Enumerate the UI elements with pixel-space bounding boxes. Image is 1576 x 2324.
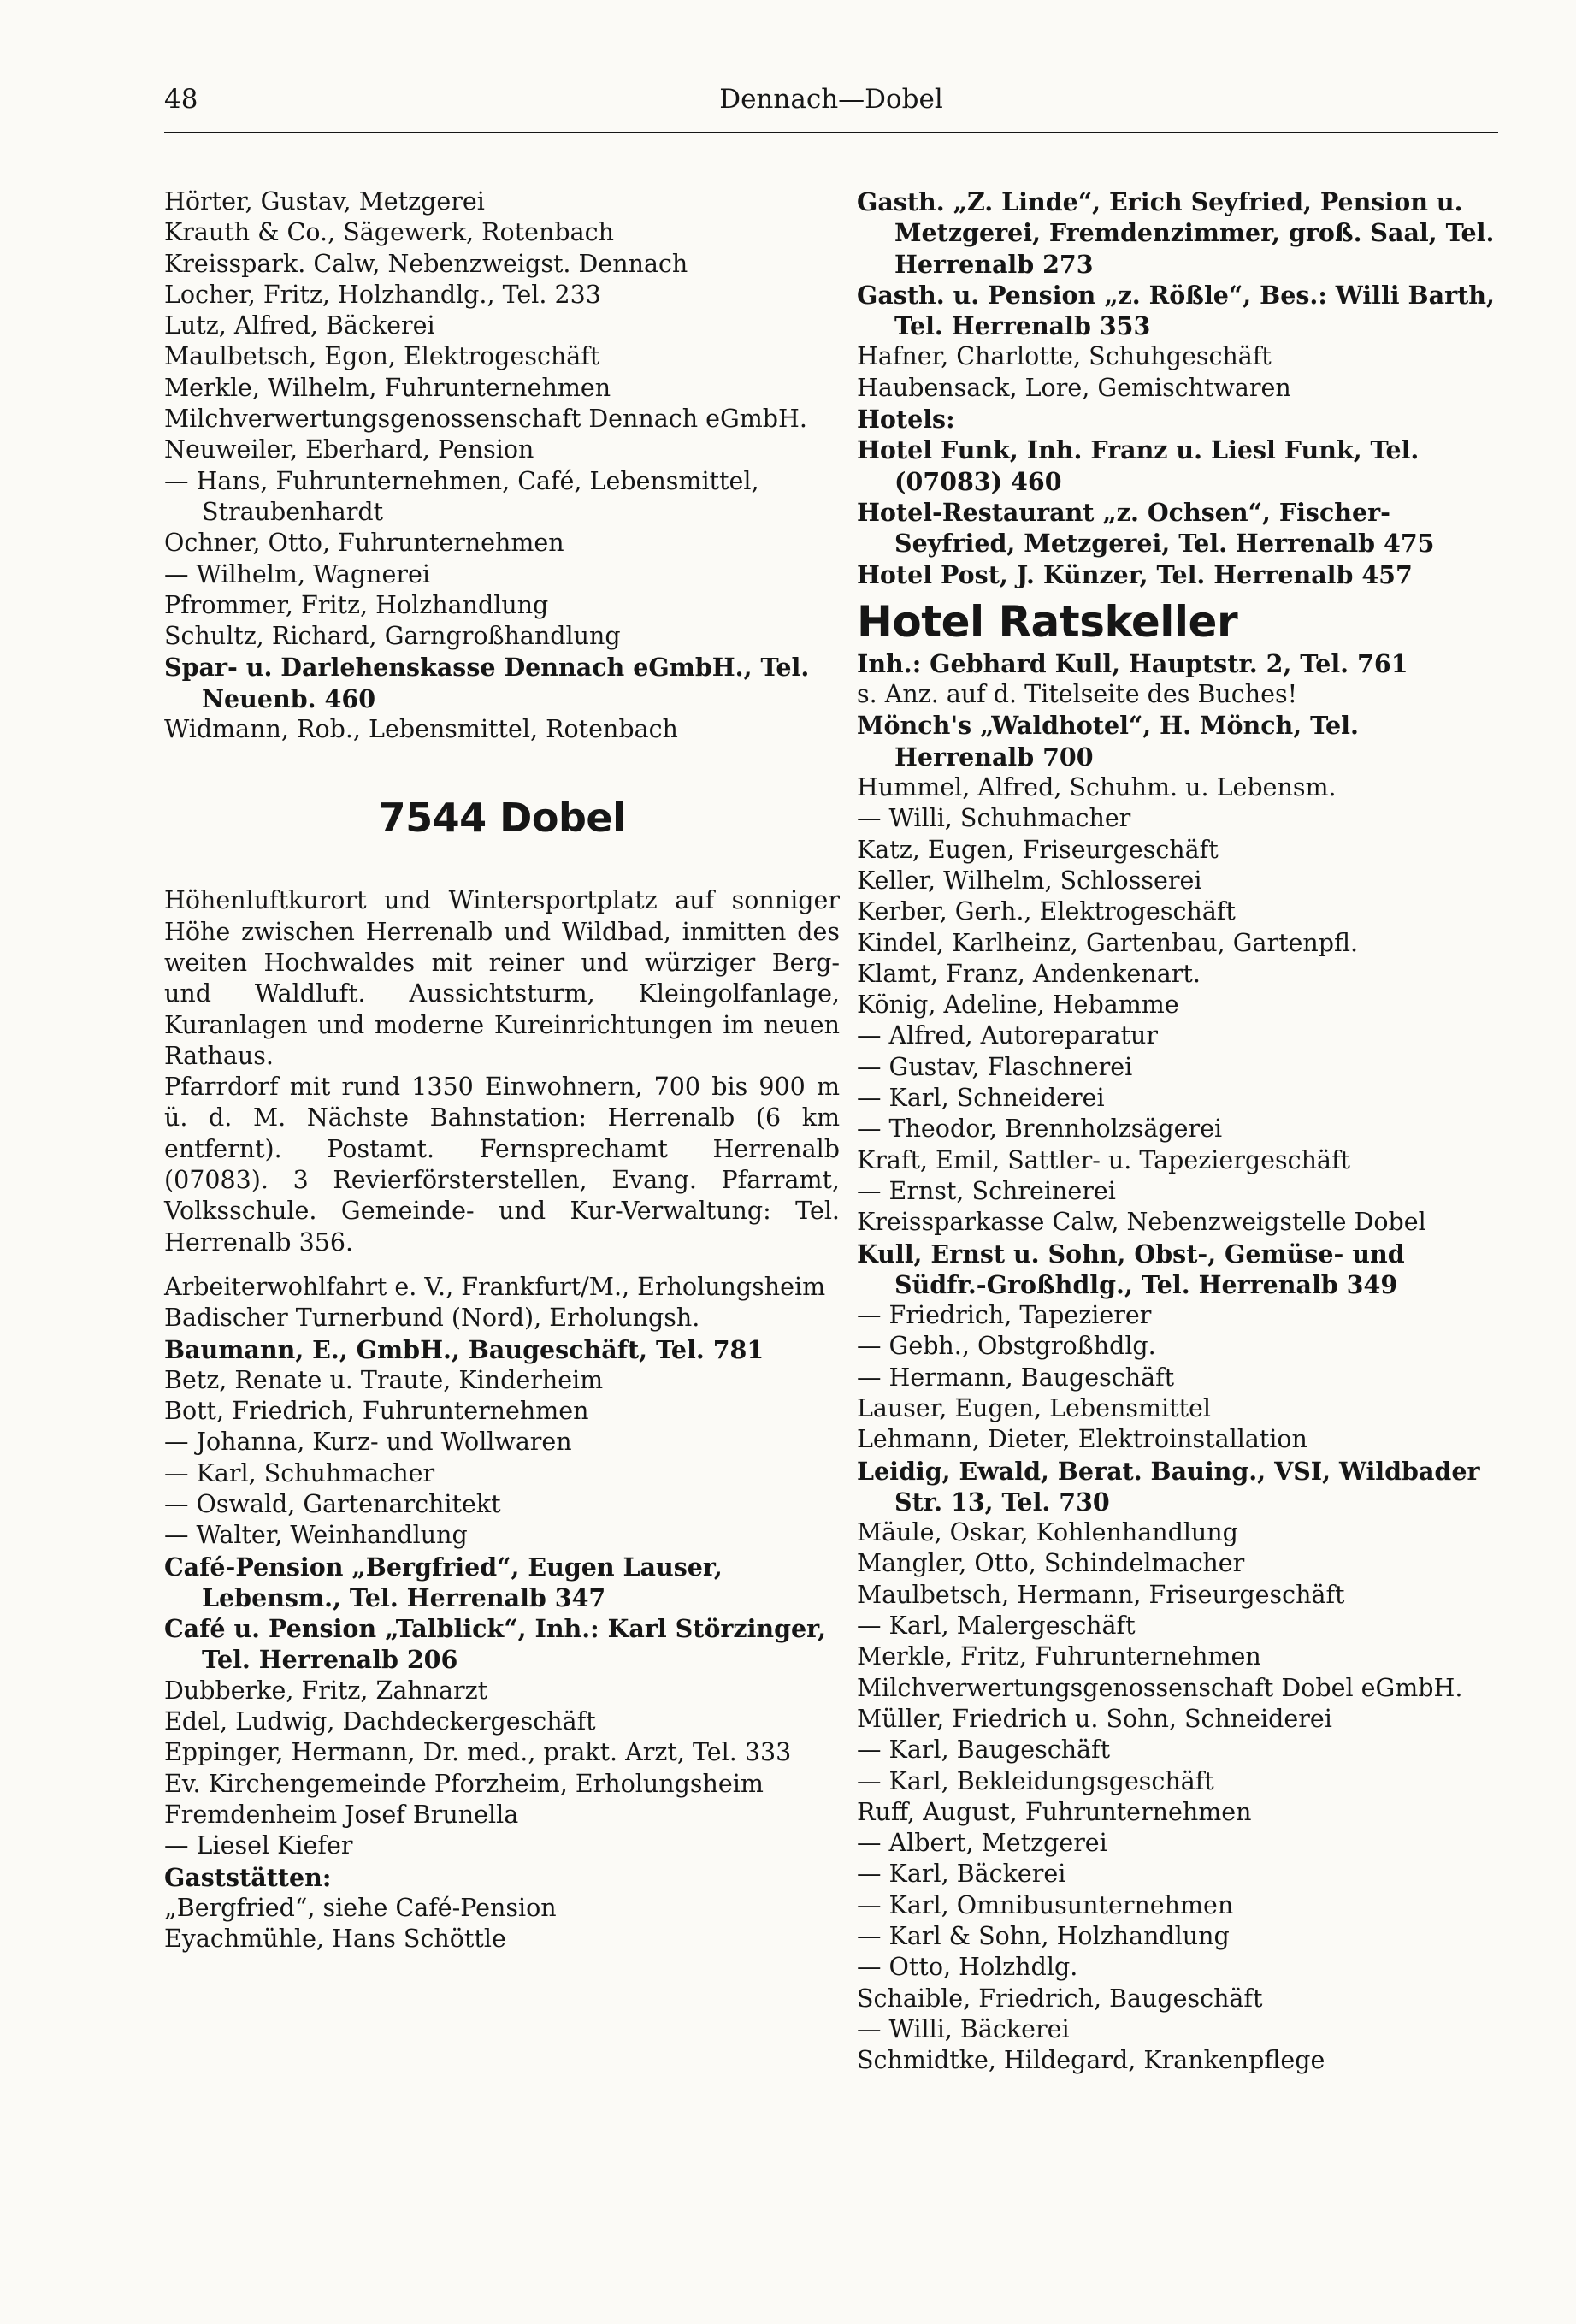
- directory-entry: — Ernst, Schreinerei: [857, 1176, 1116, 1205]
- directory-entry: Mäule, Oskar, Kohlenhandlung: [857, 1518, 1238, 1547]
- directory-entry: Dubberke, Fritz, Zahnarzt: [164, 1676, 488, 1705]
- directory-page: [164, 84, 1498, 2075]
- directory-entry: Lutz, Alfred, Bäckerei: [164, 311, 435, 340]
- directory-entry: — Johanna, Kurz- und Wollwaren: [164, 1428, 572, 1457]
- directory-entry: Keller, Wilhelm, Schlosserei: [857, 866, 1202, 895]
- directory-entry: Müller, Friedrich u. Sohn, Schneiderei: [857, 1704, 1332, 1733]
- directory-entry: — Karl, Malergeschäft: [857, 1611, 1136, 1641]
- directory-entry: Lauser, Eugen, Lebensmittel: [857, 1393, 1212, 1422]
- directory-entry: Krauth & Co., Sägewerk, Rotenbach: [164, 218, 614, 247]
- dobel-entries-left: [164, 1272, 840, 1955]
- dobel-entries-right: [857, 710, 1498, 2076]
- directory-entry: Katz, Eugen, Friseurgeschäft: [857, 835, 1219, 864]
- directory-entry: — Alfred, Autoreparatur: [857, 1021, 1158, 1050]
- directory-entry: Leidig, Ewald, Berat. Bauing., VSI, Wildbader Str. 13, Tel. 730: [857, 1456, 1480, 1517]
- directory-entry: Maulbetsch, Hermann, Friseurgeschäft: [857, 1580, 1345, 1609]
- directory-entry: Milchverwertungsgenossenschaft Dobel eGmbH.: [857, 1673, 1463, 1702]
- directory-entry: Hotels:: [857, 405, 955, 435]
- directory-entry: Ev. Kirchengemeinde Pforzheim, Erholungsheim: [164, 1769, 764, 1798]
- directory-entry: Spar- u. Darlehenskasse Dennach eGmbH., Tel. Neuenb. 460: [164, 653, 810, 713]
- directory-entry: Kerber, Gerh., Elektrogeschäft: [857, 897, 1236, 926]
- town-title: 7544 Dobel: [378, 795, 626, 842]
- directory-entry: Eyachmühle, Hans Schöttle: [164, 1925, 506, 1954]
- town-description-1: Höhenluftkurort und Wintersportplatz auf sonniger Höhe zwischen Herrenalb und Wildbad, inmitten des weiten Hochwaldes mit reiner und würziger Berg- und Waldluft. Aussichtsturm, Kleingolfanlage, Kuranlagen und moderne Kureinrichtungen im neuen Rathaus.: [164, 886, 840, 1070]
- directory-entry: — Hans, Fuhrunternehmen, Café, Lebensmittel, Straubenhardt: [164, 466, 759, 526]
- directory-entry: Merkle, Fritz, Fuhrunternehmen: [857, 1642, 1261, 1671]
- directory-entry: — Karl & Sohn, Holzhandlung: [857, 1922, 1230, 1951]
- page-number: 48: [164, 84, 198, 115]
- directory-entry: Hotel Funk, Inh. Franz u. Liesl Funk, Tel. (07083) 460: [857, 435, 1420, 496]
- directory-entry: „Bergfried“, siehe Café-Pension: [164, 1893, 557, 1922]
- directory-entry: — Willi, Schuhmacher: [857, 804, 1131, 833]
- spacer: [164, 1258, 840, 1272]
- directory-entry: Gaststätten:: [164, 1862, 332, 1892]
- directory-entry: Eppinger, Hermann, Dr. med., prakt. Arzt, Tel. 333: [164, 1738, 792, 1767]
- directory-entry: Mangler, Otto, Schindelmacher: [857, 1549, 1245, 1578]
- directory-entry: Kraft, Emil, Sattler- u. Tapeziergeschäft: [857, 1145, 1350, 1174]
- directory-entry: Betz, Renate u. Traute, Kinderheim: [164, 1365, 604, 1394]
- dobel-entries-right-top: [857, 186, 1498, 590]
- directory-entry: Gasth. „Z. Linde“, Erich Seyfried, Pension u. Metzgerei, Fremdenzimmer, groß. Saal, Tel. Herrenalb 273: [857, 187, 1495, 279]
- directory-entry: — Theodor, Brennholzsägerei: [857, 1115, 1223, 1144]
- directory-entry: Kreissparkasse Calw, Nebenzweigstelle Dobel: [857, 1208, 1426, 1237]
- directory-entry: — Karl, Baugeschäft: [857, 1736, 1111, 1765]
- directory-entry: — Albert, Metzgerei: [857, 1829, 1107, 1858]
- directory-entry: — Gebh., Obstgroßhdlg.: [857, 1332, 1156, 1361]
- directory-entry: Edel, Ludwig, Dachdeckergeschäft: [164, 1707, 596, 1736]
- directory-entry: Arbeiterwohlfahrt e. V., Frankfurt/M., Erholungsheim: [164, 1272, 826, 1301]
- directory-entry: — Friedrich, Tapezierer: [857, 1301, 1152, 1330]
- directory-entry: Milchverwertungsgenossenschaft Dennach eGmbH.: [164, 405, 807, 434]
- directory-entry: Fremdenheim Josef Brunella: [164, 1800, 519, 1829]
- directory-entry: Ruff, August, Fuhrunternehmen: [857, 1797, 1252, 1826]
- directory-entry: Café-Pension „Bergfried“, Eugen Lauser, Lebensm., Tel. Herrenalb 347: [164, 1552, 723, 1612]
- directory-entry: — Walter, Weinhandlung: [164, 1521, 468, 1550]
- directory-entry: Baumann, E., GmbH., Baugeschäft, Tel. 781: [164, 1334, 764, 1364]
- directory-entry: Bott, Friedrich, Fuhrunternehmen: [164, 1397, 589, 1426]
- directory-entry: Haubensack, Lore, Gemischtwaren: [857, 373, 1291, 402]
- directory-entry: Schaible, Friedrich, Baugeschäft: [857, 1984, 1263, 2013]
- ratskeller-heading: Hotel Ratskeller: [857, 596, 1238, 647]
- directory-entry: Hörter, Gustav, Metzgerei: [164, 187, 485, 216]
- directory-entry: Hummel, Alfred, Schuhm. u. Lebensm.: [857, 773, 1337, 802]
- directory-entry: Hotel Post, J. Künzer, Tel. Herrenalb 457: [857, 559, 1413, 589]
- dennach-entries: [164, 186, 840, 745]
- directory-entry: Widmann, Rob., Lebensmittel, Rotenbach: [164, 715, 678, 744]
- right-column: [857, 186, 1498, 2077]
- directory-entry: Schultz, Richard, Garngroßhandlung: [164, 622, 621, 651]
- directory-entry: Badischer Turnerbund (Nord), Erholungsh.: [164, 1304, 700, 1333]
- directory-entry: Kreisspark. Calw, Nebenzweigst. Dennach: [164, 249, 688, 278]
- directory-entry: — Karl, Bekleidungsgeschäft: [857, 1766, 1214, 1795]
- directory-entry: Schmidtke, Hildegard, Krankenpflege: [857, 2046, 1325, 2075]
- town-description-2: Pfarrdorf mit rund 1350 Einwohnern, 700 bis 900 m ü. d. M. Nächste Bahnstation: Herrenalb (6 km entfernt). Postamt. Fernsprechamt Herrenalb (07083). 3 Revierförsterstellen, Evang. Pfarramt, Volksschule. Gemeinde- und Kur-Verwaltung: Tel. Herrenalb 356.: [164, 1073, 840, 1257]
- directory-entry: Merkle, Wilhelm, Fuhrunternehmen: [164, 373, 611, 402]
- directory-entry: Klamt, Franz, Andenkenart.: [857, 959, 1201, 988]
- directory-entry: — Liesel Kiefer: [164, 1831, 353, 1860]
- directory-entry: Café u. Pension „Talblick“, Inh.: Karl Störzinger, Tel. Herrenalb 206: [164, 1614, 827, 1675]
- directory-entry: Hotel-Restaurant „z. Ochsen“, Fischer-Seyfried, Metzgerei, Tel. Herrenalb 475: [857, 497, 1435, 559]
- directory-entry: Lehmann, Dieter, Elektroinstallation: [857, 1425, 1307, 1454]
- directory-entry: Kull, Ernst u. Sohn, Obst-, Gemüse- und Südfr.-Großhdlg., Tel. Herrenalb 349: [857, 1239, 1405, 1299]
- header-rule: [164, 132, 1498, 133]
- directory-entry: — Karl, Schneiderei: [857, 1084, 1105, 1113]
- directory-entry: Mönch's „Waldhotel“, H. Mönch, Tel. Herrenalb 700: [857, 711, 1359, 772]
- directory-entry: — Karl, Omnibusunternehmen: [857, 1890, 1234, 1919]
- directory-entry: Gasth. u. Pension „z. Rößle“, Bes.: Willi Barth, Tel. Herrenalb 353: [857, 280, 1495, 341]
- ratskeller-owner: Inh.: Gebhard Kull, Hauptstr. 2, Tel. 761: [857, 648, 1408, 678]
- running-head: Dennach—Dobel: [719, 84, 943, 115]
- page-header: [164, 84, 1498, 135]
- directory-entry: Maulbetsch, Egon, Elektrogeschäft: [164, 342, 600, 371]
- directory-entry: — Karl, Bäckerei: [857, 1860, 1066, 1889]
- directory-entry: — Hermann, Baugeschäft: [857, 1363, 1175, 1392]
- directory-entry: — Otto, Holzhdlg.: [857, 1953, 1078, 1982]
- directory-entry: König, Adeline, Hebamme: [857, 991, 1179, 1020]
- left-column: [164, 186, 840, 1954]
- directory-entry: — Karl, Schuhmacher: [164, 1458, 435, 1487]
- directory-entry: Hafner, Charlotte, Schuhgeschäft: [857, 342, 1272, 371]
- directory-entry: Pfrommer, Fritz, Holzhandlung: [164, 590, 549, 619]
- directory-entry: — Willi, Bäckerei: [857, 2014, 1070, 2043]
- ratskeller-note: s. Anz. auf d. Titelseite des Buches!: [857, 680, 1298, 709]
- directory-entry: Neuweiler, Eberhard, Pension: [164, 435, 534, 464]
- directory-entry: Locher, Fritz, Holzhandlg., Tel. 233: [164, 280, 601, 309]
- directory-entry: — Oswald, Gartenarchitekt: [164, 1489, 501, 1518]
- directory-entry: — Wilhelm, Wagnerei: [164, 559, 430, 588]
- directory-entry: — Gustav, Flaschnerei: [857, 1052, 1133, 1081]
- directory-entry: Kindel, Karlheinz, Gartenbau, Gartenpfl.: [857, 928, 1359, 957]
- directory-entry: Ochner, Otto, Fuhrunternehmen: [164, 529, 564, 558]
